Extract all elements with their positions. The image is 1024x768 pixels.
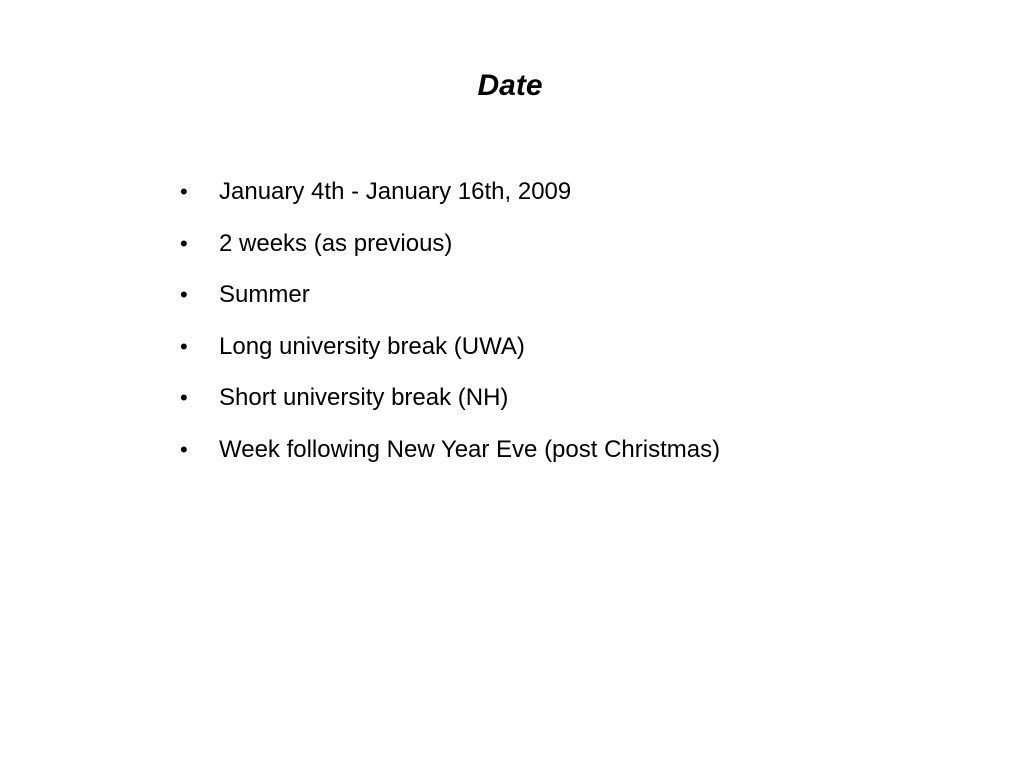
slide-title: Date bbox=[477, 69, 543, 102]
list-item-text: Long university break (UWA) bbox=[219, 332, 525, 360]
list-item bbox=[180, 226, 720, 278]
list-item bbox=[180, 329, 720, 381]
bullet-icon: • bbox=[180, 179, 188, 204]
bullet-icon: • bbox=[180, 385, 188, 411]
bullet-icon: • bbox=[180, 230, 188, 256]
list-item bbox=[180, 432, 720, 484]
list-item-text: Summer bbox=[219, 281, 310, 309]
list-item bbox=[180, 380, 720, 432]
bullet-icon: • bbox=[180, 436, 188, 462]
list-item bbox=[180, 277, 720, 329]
list-item-text: Short university break (NH) bbox=[219, 384, 509, 412]
bullet-icon: • bbox=[180, 282, 188, 308]
list-item-text: 2 weeks (as previous) bbox=[219, 229, 453, 257]
list-item bbox=[180, 174, 720, 226]
bullet-list bbox=[180, 174, 720, 484]
bullet-icon: • bbox=[180, 333, 188, 359]
list-item-text: January 4th - January 16th, 2009 bbox=[219, 178, 572, 205]
list-item-text: Week following New Year Eve (post Christmas) bbox=[219, 435, 721, 463]
